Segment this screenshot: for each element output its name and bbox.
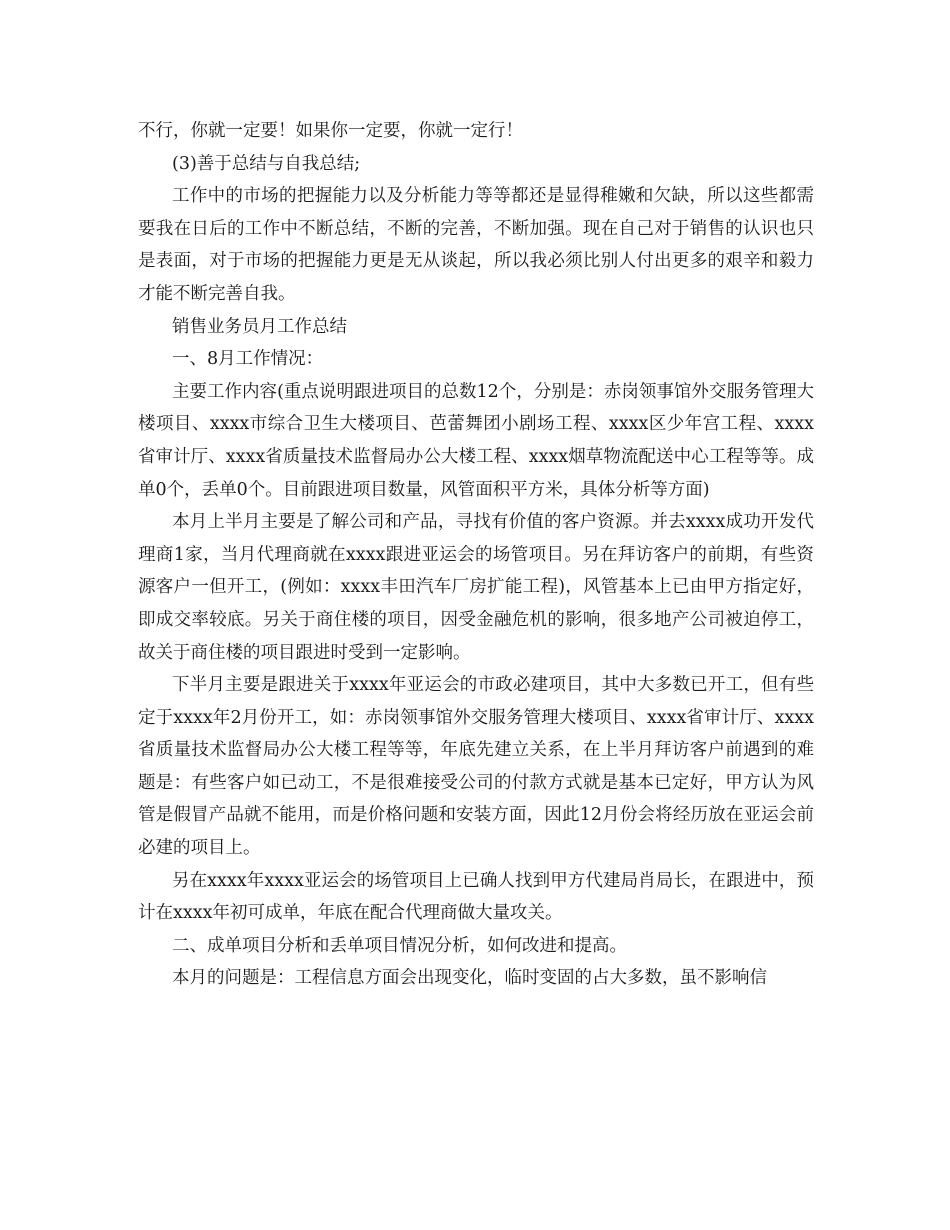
paragraph-continuation: 不行，你就一定要！如果你一定要，你就一定行！ xyxy=(138,121,523,141)
paragraph-first-half-month: 本月上半月主要是了解公司和产品，寻找有价值的客户资源。并去xxxx成功开发代理商1家，当月代理商就在xxxx跟进亚运会的场管项目。另在拜访客户的前期，有些资源客户一但开工，(例如：xxxx丰田汽车厂房扩能工程)，风管基本上已由甲方指定好，即成交率较底。另关于商住楼的项目，因受金融危机的影响，很多地产公司被迫停工，故关于商住楼的项目跟进时受到一定影响。 xyxy=(138,512,814,663)
paragraph-market-ability: 工作中的市场的把握能力以及分析能力等等都还是显得稚嫩和欠缺，所以这些都需要我在日后的工作中不断总结，不断的完善，不断加强。现在自己对于销售的认识也只是表面，对于市场的把握能力更是无从谈起，所以我必须比别人付出更多的艰辛和毅力才能不断完善自我。 xyxy=(138,186,814,304)
heading-order-analysis: 二、成单项目分析和丢单项目情况分析，如何改进和提高。 xyxy=(172,935,627,956)
paragraph-main-work: 主要工作内容(重点说明跟进项目的总数12个，分别是：赤岗领事馆外交服务管理大楼项目、xxxx市综合卫生大楼项目、芭蕾舞团小剧场工程、xxxx区少年宫工程、xxxx省审计厅、xxxx省质量技术监督局办公大楼工程、xxxx烟草物流配送中心工程等等。成单0个，丢单0个。目前跟进项目数量，风管面积平方米，具体分析等方面) xyxy=(138,381,814,500)
section-title-monthly-summary: 销售业务员月工作总结 xyxy=(172,316,347,337)
paragraph-monthly-issues: 本月的问题是：工程信息方面会出现变化，临时变固的占大多数，虽不影响信 xyxy=(172,968,767,989)
paragraph-asian-games-project: 另在xxxx年xxxx亚运会的场管项目上已确人找到甲方代建局肖局长，在跟进中，预计在xxxx年初可成单，年底在配合代理商做大量攻关。 xyxy=(138,870,814,924)
paragraph-point-3: (3)善于总结与自我总结; xyxy=(172,153,361,174)
document-body xyxy=(138,115,814,995)
heading-august-work: 一、8月工作情况： xyxy=(172,349,324,370)
paragraph-second-half-month: 下半月主要是跟进关于xxxx年亚运会的市政必建项目，其中大多数已开工，但有些定于xxxx年2月份开工，如：赤岗领事馆外交服务管理大楼项目、xxxx省审计厅、xxxx省质量技术监督局办公大楼工程等等，年底先建立关系，在上半月拜访客户前遇到的难题是：有些客户如已动工，不是很难接受公司的付款方式就是基本已定好，甲方认为风管是假冒产品就不能用，而是价格问题和安装方面，因此12月份会将经历放在亚运会前必建的项目上。 xyxy=(138,675,814,859)
